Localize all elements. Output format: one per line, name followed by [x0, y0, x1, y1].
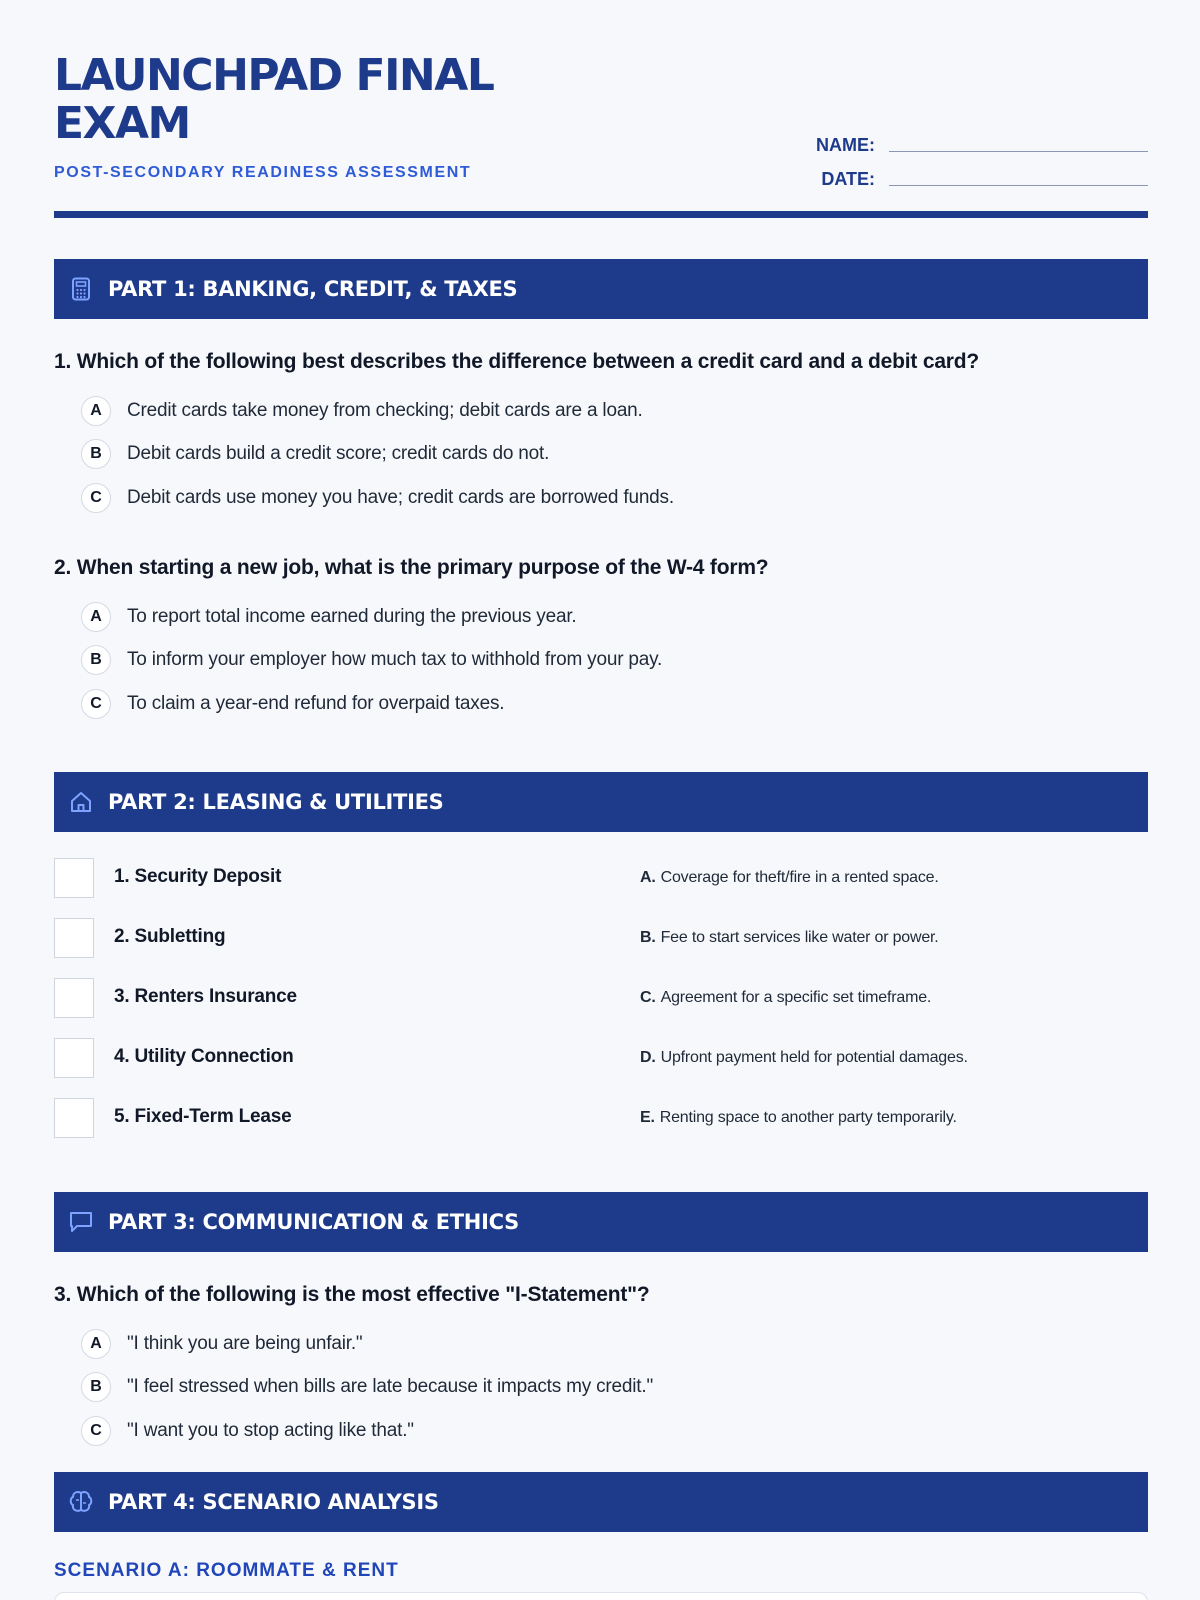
part1-title: PART 1: BANKING, CREDIT, & TAXES: [108, 277, 518, 301]
question-text: 2. When starting a new job, what is the primary purpose of the W-4 form?: [54, 556, 769, 579]
question-1: [54, 349, 1148, 520]
option-text: "I want you to stop acting like that.": [127, 1419, 414, 1441]
option-letter[interactable]: B: [81, 1372, 111, 1402]
option-text: Debit cards use money you have; credit cards are borrowed funds.: [127, 486, 674, 508]
student-fields: [803, 122, 1148, 190]
definition-letter: B.: [640, 929, 656, 946]
term-label: 2. Subletting: [114, 926, 226, 947]
answer-options: [54, 1322, 1148, 1453]
part3-title: PART 3: COMMUNICATION & ETHICS: [108, 1210, 519, 1234]
definition: [640, 989, 931, 1007]
answer-options: [54, 389, 1148, 520]
option-text: To claim a year-end refund for overpaid taxes.: [127, 692, 505, 714]
definition-letter: D.: [640, 1049, 656, 1066]
home-icon: [68, 789, 94, 815]
name-field-row: [803, 122, 1148, 156]
matching-exercise: [54, 858, 1148, 1158]
option-letter[interactable]: C: [81, 1416, 111, 1446]
question-2: [54, 555, 1148, 726]
term-label: 4. Utility Connection: [114, 1046, 294, 1067]
definition-letter: E.: [640, 1109, 655, 1126]
calculator-icon: [68, 276, 94, 302]
exam-title: LAUNCHPAD FINAL EXAM: [54, 50, 494, 149]
part3-header: [54, 1192, 1148, 1252]
option-letter[interactable]: B: [81, 439, 111, 469]
option-letter[interactable]: C: [81, 689, 111, 719]
part2-title: PART 2: LEASING & UTILITIES: [108, 790, 444, 814]
answer-options: [54, 595, 1148, 726]
option-text: Credit cards take money from checking; debit cards are a loan.: [127, 399, 643, 421]
answer-box[interactable]: [54, 1038, 94, 1078]
term-label: 3. Renters Insurance: [114, 986, 297, 1007]
brain-icon: [68, 1489, 94, 1515]
question-text: 3. Which of the following is the most effective "I-Statement"?: [54, 1283, 650, 1306]
answer-box[interactable]: [54, 978, 94, 1018]
option-letter[interactable]: A: [81, 396, 111, 426]
option-text: "I think you are being unfair.": [127, 1332, 363, 1354]
answer-box[interactable]: [54, 918, 94, 958]
answer-box[interactable]: [54, 1098, 94, 1138]
name-line[interactable]: [889, 129, 1148, 152]
definition-text: Fee to start services like water or power.: [660, 929, 939, 946]
answer-option[interactable]: [81, 433, 1148, 477]
definition: [640, 1049, 968, 1067]
question-3: [54, 1282, 1148, 1453]
part1-header: [54, 259, 1148, 319]
part4-title: PART 4: SCENARIO ANALYSIS: [108, 1490, 439, 1514]
definition-text: Upfront payment held for potential damages.: [660, 1049, 968, 1066]
matching-row: [54, 1098, 1148, 1158]
answer-option[interactable]: [81, 389, 1148, 433]
scenario-title: SCENARIO A: ROOMMATE & RENT: [54, 1560, 399, 1581]
answer-option[interactable]: [81, 1409, 1148, 1453]
definition: [640, 869, 939, 887]
option-letter[interactable]: A: [81, 602, 111, 632]
scenario-card: [54, 1592, 1148, 1600]
answer-option[interactable]: [81, 595, 1148, 639]
definition-text: Coverage for theft/fire in a rented space.: [660, 869, 939, 886]
option-text: To report total income earned during the previous year.: [127, 605, 577, 627]
answer-box[interactable]: [54, 858, 94, 898]
option-letter[interactable]: C: [81, 483, 111, 513]
date-line[interactable]: [889, 163, 1148, 186]
definition-text: Renting space to another party temporarily.: [659, 1109, 957, 1126]
definition-text: Agreement for a specific set timeframe.: [660, 989, 932, 1006]
option-letter[interactable]: A: [81, 1329, 111, 1359]
definition: [640, 1109, 957, 1127]
definition-letter: C.: [640, 989, 656, 1006]
option-letter[interactable]: B: [81, 645, 111, 675]
matching-row: [54, 978, 1148, 1038]
matching-row: [54, 858, 1148, 918]
definition-letter: A.: [640, 869, 656, 886]
date-label: DATE:: [821, 169, 875, 189]
definition: [640, 929, 939, 947]
part2-header: [54, 772, 1148, 832]
matching-row: [54, 918, 1148, 978]
name-label: NAME:: [816, 135, 875, 155]
answer-option[interactable]: [81, 682, 1148, 726]
question-text: 1. Which of the following best describes the difference between a credit card and a debit card?: [54, 350, 980, 373]
answer-option[interactable]: [81, 476, 1148, 520]
exam-subtitle: POST-SECONDARY READINESS ASSESSMENT: [54, 164, 472, 181]
matching-row: [54, 1038, 1148, 1098]
answer-option[interactable]: [81, 639, 1148, 683]
option-text: To inform your employer how much tax to withhold from your pay.: [127, 649, 663, 671]
exam-header: [54, 50, 1148, 189]
option-text: Debit cards build a credit score; credit cards do not.: [127, 443, 550, 465]
answer-option[interactable]: [81, 1322, 1148, 1366]
answer-option[interactable]: [81, 1366, 1148, 1410]
term-label: 1. Security Deposit: [114, 866, 282, 887]
chat-bubble-icon: [68, 1209, 94, 1235]
date-field-row: [803, 156, 1148, 190]
header-divider: [54, 211, 1148, 218]
option-text: "I feel stressed when bills are late because it impacts my credit.": [127, 1376, 653, 1398]
part4-header: [54, 1472, 1148, 1532]
term-label: 5. Fixed-Term Lease: [114, 1106, 292, 1127]
